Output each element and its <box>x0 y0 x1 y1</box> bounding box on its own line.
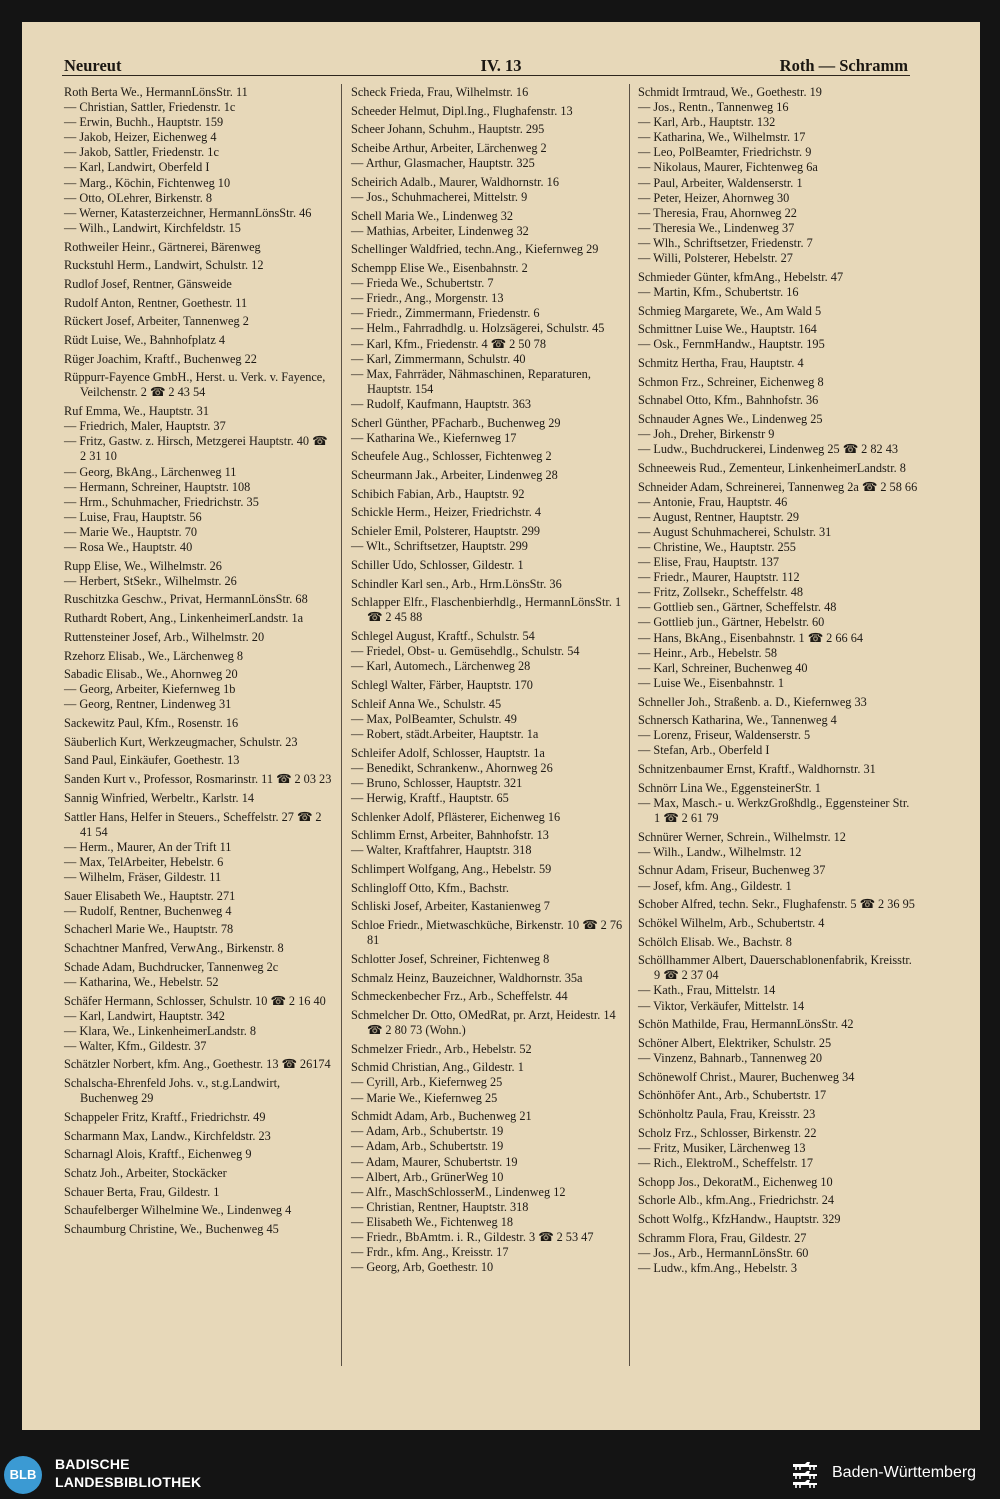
directory-entry: — Friedr., Zimmermann, Friedenstr. 6 <box>351 306 540 321</box>
directory-entry: Schauer Berta, Frau, Gildestr. 1 <box>64 1184 220 1199</box>
directory-entry: Schlegel August, Kraftf., Schulstr. 54 <box>351 629 535 644</box>
directory-entry: Schmitz Hertha, Frau, Hauptstr. 4 <box>638 355 804 370</box>
directory-entry: — Ludw., kfm.Ang., Hebelstr. 3 <box>638 1260 798 1275</box>
directory-entry: Schön Mathilde, Frau, HermannLönsStr. 42 <box>638 1017 854 1032</box>
directory-entry: — Max, PolBeamter, Schulstr. 49 <box>351 711 517 726</box>
directory-entry: — Mathias, Arbeiter, Lindenweg 32 <box>351 223 529 238</box>
directory-entry: Schickle Herm., Heizer, Friedrichstr. 4 <box>351 505 542 520</box>
directory-entry: — Herm., Maurer, An der Trift 11 <box>64 839 232 854</box>
directory-entry: — Friedr., BbAmtm. i. R., Gildestr. 3 ☎ 2 53 47 <box>351 1229 594 1244</box>
directory-entry: Rzehorz Elisab., We., Lärchenweg 8 <box>64 648 244 663</box>
directory-entry: Ruf Emma, We., Hauptstr. 31 <box>64 404 209 419</box>
directory-entry: — Jakob, Heizer, Eichenweg 4 <box>64 130 217 145</box>
directory-entry: Schnur Adam, Friseur, Buchenweg 37 <box>638 863 826 878</box>
directory-entry: Schönhöfer Ant., Arb., Schubertstr. 17 <box>638 1088 827 1103</box>
directory-entry: Schopp Jos., DekoratM., Eichenweg 10 <box>638 1174 833 1189</box>
directory-entry: — Rich., ElektroM., Scheffelstr. 17 <box>638 1155 813 1170</box>
column-2 <box>351 85 627 1275</box>
directory-entry: Schaufelberger Wilhelmine We., Lindenweg 4 <box>64 1203 292 1218</box>
directory-entry: — Werner, Katasterzeichner, HermannLönsStr. 46 <box>64 205 312 220</box>
directory-entry: Rüdt Luise, We., Bahnhofplatz 4 <box>64 332 226 347</box>
directory-entry: Schibich Fabian, Arb., Hauptstr. 92 <box>351 486 525 501</box>
directory-entry: — Wilh., Landw., Wilhelmstr. 12 <box>638 844 802 859</box>
directory-entry: — Martin, Kfm., Schubertstr. 16 <box>638 284 799 299</box>
directory-entry: — Marg., Köchin, Fichtenweg 10 <box>64 175 231 190</box>
directory-entry: — Hrm., Schuhmacher, Friedrichstr. 35 <box>64 494 259 509</box>
directory-entry: — Theresia We., Lindenweg 37 <box>638 220 795 235</box>
directory-entry: — Nikolaus, Maurer, Fichtenweg 6a <box>638 160 818 175</box>
directory-entry: — August, Rentner, Hauptstr. 29 <box>638 509 800 524</box>
directory-entry: Schmittner Luise We., Hauptstr. 164 <box>638 322 817 337</box>
directory-entry: Schindler Karl sen., Arb., Hrm.LönsStr. 36 <box>351 576 562 591</box>
directory-entry: — Herbert, StSekr., Wilhelmstr. 26 <box>64 573 237 588</box>
directory-entry: — Antonie, Frau, Hauptstr. 46 <box>638 494 788 509</box>
directory-entry: Schöllhammer Albert, Dauerschablonenfabrik, Kreisstr. 9 ☎ 2 37 04 <box>638 953 912 983</box>
directory-entry: — Katharina, We., Wilhelmstr. 17 <box>638 130 806 145</box>
directory-entry: — Max, Masch.- u. WerkzGroßhdlg., Eggensteiner Str. 1 ☎ 2 61 79 <box>638 795 910 825</box>
directory-entry: Sabadic Elisab., We., Ahornweg 20 <box>64 667 238 682</box>
directory-entry: — Cyrill, Arb., Kiefernweg 25 <box>351 1075 503 1090</box>
directory-entry: Schmidt Irmtraud, We., Goethestr. 19 <box>638 85 822 99</box>
directory-entry: — Friedrich, Maler, Hauptstr. 37 <box>64 419 226 434</box>
directory-entry: Schlimpert Wolfgang, Ang., Hebelstr. 59 <box>351 861 552 876</box>
directory-entry: — Karl, Landwirt, Oberfeld I <box>64 160 210 175</box>
column-divider <box>341 84 342 1366</box>
directory-entry: — Arthur, Glasmacher, Hauptstr. 325 <box>351 156 535 171</box>
directory-entry: Schieler Emil, Polsterer, Hauptstr. 299 <box>351 524 541 539</box>
directory-entry: — Theresia, Frau, Ahornweg 22 <box>638 205 797 220</box>
directory-entry: Schmeckenbecher Frz., Arb., Scheffelstr. 44 <box>351 989 568 1004</box>
directory-entry: Schökel Wilhelm, Arb., Schubertstr. 4 <box>638 915 825 930</box>
lion-emblem-icon <box>790 1457 826 1493</box>
directory-entry: — Karl, Schreiner, Buchenweg 40 <box>638 660 808 675</box>
directory-entry: — Christine, We., Hauptstr. 255 <box>638 539 796 554</box>
directory-entry: Rothweiler Heinr., Gärtnerei, Bärenweg <box>64 239 261 254</box>
directory-entry: — Wlh., Schriftsetzer, Friedenstr. 7 <box>638 235 813 250</box>
directory-entry: Rückert Josef, Arbeiter, Tannenweg 2 <box>64 314 249 329</box>
directory-entry: — Otto, OLehrer, Birkenstr. 8 <box>64 190 213 205</box>
directory-entry: — Georg, Rentner, Lindenweg 31 <box>64 697 232 712</box>
directory-entry: Rupp Elise, We., Wilhelmstr. 26 <box>64 558 222 573</box>
directory-entry: Schönewolf Christ., Maurer, Buchenweg 34 <box>638 1069 855 1084</box>
directory-entry: — Lorenz, Friseur, Waldenserstr. 5 <box>638 728 811 743</box>
directory-entry: — Walter, Kfm., Gildestr. 37 <box>64 1038 207 1053</box>
header-name-range: Roth — Schramm <box>779 56 908 75</box>
directory-entry: Scheer Johann, Schuhm., Hauptstr. 295 <box>351 122 545 137</box>
directory-entry: Schäfer Hermann, Schlosser, Schulstr. 10 ☎ 2 16 40 <box>64 993 326 1008</box>
directory-entry: Sackewitz Paul, Kfm., Rosenstr. 16 <box>64 716 239 731</box>
directory-entry: Schlingloff Otto, Kfm., Bachstr. <box>351 880 509 895</box>
directory-entry: — Max, Fahrräder, Nähmaschinen, Reparaturen, Hauptstr. 154 <box>351 366 591 396</box>
directory-entry: — Karl, Automech., Lärchenweg 28 <box>351 659 531 674</box>
directory-entry: — Erwin, Buchh., Hauptstr. 159 <box>64 115 224 130</box>
library-name-line-2: LANDESBIBLIOTHEK <box>55 1474 202 1490</box>
directory-entry: — Osk., FernmHandw., Hauptstr. 195 <box>638 337 825 352</box>
directory-entry: Schober Alfred, techn. Sekr., Flughafenstr. 5 ☎ 2 36 95 <box>638 897 915 912</box>
directory-entry: — Marie We., Kiefernweg 25 <box>351 1090 498 1105</box>
library-name-line-1: BADISCHE <box>55 1456 130 1472</box>
directory-entry: Schlegl Walter, Färber, Hauptstr. 170 <box>351 677 533 692</box>
directory-entry: — Herwig, Kraftf., Hauptstr. 65 <box>351 790 509 805</box>
directory-entry: — Max, TelArbeiter, Hebelstr. 6 <box>64 854 224 869</box>
directory-entry: Schnitzenbaumer Ernst, Kraftf., Waldhornstr. 31 <box>638 762 876 777</box>
directory-entry: Sannig Winfried, Werbeltr., Karlstr. 14 <box>64 790 254 805</box>
directory-entry: Scheirich Adalb., Maurer, Waldhornstr. 16 <box>351 174 559 189</box>
directory-entry: — Heinr., Arb., Hebelstr. 58 <box>638 645 778 660</box>
directory-entry: — Gottlieb jun., Gärtner, Hebelstr. 60 <box>638 615 825 630</box>
directory-entry: Sattler Hans, Helfer in Steuers., Scheffelstr. 27 ☎ 2 41 54 <box>64 809 322 839</box>
directory-entry: Scheufele Aug., Schlosser, Fichtenweg 2 <box>351 449 552 464</box>
directory-entry: Schmidt Adam, Arb., Buchenweg 21 <box>351 1109 532 1124</box>
directory-entry: Sand Paul, Einkäufer, Goethestr. 13 <box>64 753 240 768</box>
footer-bar <box>0 1450 1000 1499</box>
column-3 <box>638 85 918 1276</box>
directory-entry: — Willi, Polsterer, Hebelstr. 27 <box>638 251 793 266</box>
directory-entry: — Viktor, Verkäufer, Mittelstr. 14 <box>638 998 805 1013</box>
directory-entry: Schell Maria We., Lindenweg 32 <box>351 208 514 223</box>
directory-entry: Schramm Flora, Frau, Gildestr. 27 <box>638 1230 807 1245</box>
directory-entry: Schnauder Agnes We., Lindenweg 25 <box>638 412 823 427</box>
directory-entry: Schmid Christian, Ang., Gildestr. 1 <box>351 1060 524 1075</box>
directory-entry: Schätzler Norbert, kfm. Ang., Goethestr. 13 ☎ 26174 <box>64 1057 331 1072</box>
directory-entry: — Marie We., Hauptstr. 70 <box>64 524 198 539</box>
directory-entry: Schneller Joh., Straßenb. a. D., Kiefernweg 33 <box>638 694 867 709</box>
directory-entry: Schlapper Elfr., Flaschenbierhdlg., HermannLönsStr. 1 ☎ 2 45 88 <box>351 595 622 625</box>
directory-entry: — Fritz, Zollsekr., Scheffelstr. 48 <box>638 585 804 600</box>
directory-entry: Schönholtz Paula, Frau, Kreisstr. 23 <box>638 1107 816 1122</box>
directory-entry: — Christian, Rentner, Hauptstr. 318 <box>351 1199 529 1214</box>
directory-entry: — Georg, Arb, Goethestr. 10 <box>351 1260 494 1275</box>
directory-entry: Schleifer Adolf, Schlosser, Hauptstr. 1a <box>351 745 545 760</box>
directory-entry: — Bruno, Schlosser, Hauptstr. 321 <box>351 775 523 790</box>
directory-entry: Schlenker Adolf, Pflästerer, Eichenweg 16 <box>351 809 561 824</box>
directory-entry: Säuberlich Kurt, Werkzeugmacher, Schulstr. 23 <box>64 734 298 749</box>
directory-entry: Schempp Elise We., Eisenbahnstr. 2 <box>351 261 528 276</box>
directory-entry: Schneider Adam, Schreinerei, Tannenweg 2a ☎ 2 58 66 <box>638 479 918 494</box>
directory-entry: — Jos., Schuhmacherei, Mittelstr. 9 <box>351 189 528 204</box>
directory-entry: — Rudolf, Rentner, Buchenweg 4 <box>64 903 232 918</box>
directory-entry: Ruschitzka Geschw., Privat, HermannLönsStr. 68 <box>64 592 308 607</box>
directory-entry: — Luise, Frau, Hauptstr. 56 <box>64 509 202 524</box>
directory-entry: — Stefan, Arb., Oberfeld I <box>638 743 770 758</box>
directory-entry: Scharmann Max, Landw., Kirchfeldstr. 23 <box>64 1128 271 1143</box>
directory-entry: — Karl, Zimmermann, Schulstr. 40 <box>351 351 526 366</box>
directory-entry: — Jakob, Sattler, Friedenstr. 1c <box>64 145 219 160</box>
column-divider <box>629 84 630 1366</box>
directory-entry: Schnörr Lina We., EggensteinerStr. 1 <box>638 780 821 795</box>
directory-entry: Schade Adam, Buchdrucker, Tannenweg 2c <box>64 959 279 974</box>
directory-entry: Schmieder Günter, kfmAng., Hebelstr. 47 <box>638 269 844 284</box>
directory-entry: — Kath., Frau, Mittelstr. 14 <box>638 983 776 998</box>
directory-entry: Schellinger Waldfried, techn.Ang., Kiefernweg 29 <box>351 242 599 257</box>
directory-entry: — Benedikt, Schrankenw., Ahornweg 26 <box>351 760 553 775</box>
directory-entry: Schmieg Margarete, We., Am Wald 5 <box>638 303 822 318</box>
directory-entry: — Walter, Kraftfahrer, Hauptstr. 318 <box>351 843 532 858</box>
directory-entry: Schleif Anna We., Schulstr. 45 <box>351 696 502 711</box>
directory-entry: — Vinzenz, Bahnarb., Tannenweg 20 <box>638 1051 823 1065</box>
directory-entry: Ruttensteiner Josef, Arb., Wilhelmstr. 20 <box>64 629 265 644</box>
directory-entry: Scharnagl Alois, Kraftf., Eichenweg 9 <box>64 1147 252 1162</box>
directory-entry: Schnersch Katharina, We., Tannenweg 4 <box>638 713 837 728</box>
directory-entry: — Karl, Kfm., Friedenstr. 4 ☎ 2 50 78 <box>351 336 546 351</box>
directory-entry: — Elise, Frau, Hauptstr. 137 <box>638 555 780 570</box>
column-1 <box>64 85 332 1237</box>
directory-entry: — Frdr., kfm. Ang., Kreisstr. 17 <box>351 1245 509 1260</box>
directory-entry: Scheurmann Jak., Arbeiter, Lindenweg 28 <box>351 468 558 483</box>
directory-entry: — Karl, Arb., Hauptstr. 132 <box>638 115 776 130</box>
directory-entry: — Wilh., Landwirt, Kirchfeldstr. 15 <box>64 220 241 235</box>
directory-entry: Ruthardt Robert, Ang., LinkenheimerLandstr. 1a <box>64 611 304 626</box>
directory-entry: — Adam, Arb., Schubertstr. 19 <box>351 1139 504 1154</box>
directory-entry: — Alfr., MaschSchlosserM., Lindenweg 12 <box>351 1184 566 1199</box>
directory-entry: — Jos., Rentn., Tannenweg 16 <box>638 100 789 115</box>
directory-entry: Scherl Günther, PFacharb., Buchenweg 29 <box>351 415 561 430</box>
directory-entry: — Leo, PolBeamter, Friedrichstr. 9 <box>638 145 812 160</box>
directory-entry: — Joh., Dreher, Birkenstr 9 <box>638 427 775 442</box>
directory-entry: — Elisabeth We., Fichtenweg 18 <box>351 1214 514 1229</box>
directory-entry: Schappeler Fritz, Kraftf., Friedrichstr. 49 <box>64 1109 266 1124</box>
directory-entry: — Friedel, Obst- u. Gemüsehdlg., Schulstr. 54 <box>351 644 580 659</box>
directory-page <box>22 22 980 1430</box>
directory-entry: Scheck Frieda, Frau, Wilhelmstr. 16 <box>351 85 529 99</box>
directory-entry: — Luise We., Eisenbahnstr. 1 <box>638 675 784 690</box>
directory-entry: Schaumburg Christine, We., Buchenweg 45 <box>64 1222 279 1237</box>
directory-entry: — Georg, BkAng., Lärchenweg 11 <box>64 464 237 479</box>
directory-entry: Schnürer Werner, Schrein., Wilhelmstr. 12 <box>638 829 846 844</box>
directory-entry: — Friedr., Maurer, Hauptstr. 112 <box>638 570 800 585</box>
directory-entry: Scheibe Arthur, Arbeiter, Lärchenweg 2 <box>351 141 547 156</box>
blb-logo[interactable]: BLB <box>4 1456 42 1494</box>
directory-entry: — Adam, Arb., Schubertstr. 19 <box>351 1124 504 1139</box>
directory-entry: Schmalz Heinz, Bauzeichner, Waldhornstr. 35a <box>351 970 583 985</box>
directory-entry: — Hans, BkAng., Eisenbahnstr. 1 ☎ 2 66 64 <box>638 630 864 645</box>
directory-entry: Schnabel Otto, Kfm., Bahnhofstr. 36 <box>638 393 819 408</box>
directory-entry: Schlimm Ernst, Arbeiter, Bahnhofstr. 13 <box>351 828 549 843</box>
directory-entry: Schölch Elisab. We., Bachstr. 8 <box>638 934 792 949</box>
directory-entry: Scheeder Helmut, Dipl.Ing., Flughafenstr. 13 <box>351 103 573 118</box>
header-locality: Neureut <box>64 56 122 75</box>
directory-entry: Schliski Josef, Arbeiter, Kastanienweg 7 <box>351 899 550 914</box>
directory-entry: — Klara, We., LinkenheimerLandstr. 8 <box>64 1023 257 1038</box>
directory-entry: Schmelcher Dr. Otto, OMedRat, pr. Arzt, Heidestr. 14 ☎ 2 80 73 (Wohn.) <box>351 1007 616 1037</box>
directory-entry: — Friedr., Ang., Morgenstr. 13 <box>351 291 504 306</box>
directory-entry: Schott Wolfg., KfzHandw., Hauptstr. 329 <box>638 1212 841 1226</box>
directory-entry: Schacherl Marie We., Hauptstr. 78 <box>64 922 234 937</box>
directory-entry: Rüppurr-Fayence GmbH., Herst. u. Verk. v. Fayence, Veilchenstr. 2 ☎ 2 43 54 <box>64 370 326 400</box>
directory-entry: Schorle Alb., kfm.Ang., Friedrichstr. 24 <box>638 1193 835 1208</box>
directory-entry: — Paul, Arbeiter, Waldenserstr. 1 <box>638 175 803 190</box>
directory-entry: Sanden Kurt v., Professor, Rosmarinstr. 11 ☎ 2 03 23 <box>64 772 332 787</box>
directory-entry: — Jos., Arb., HermannLönsStr. 60 <box>638 1245 809 1260</box>
directory-entry: — Helm., Fahrradhdlg. u. Holzsägerei, Schulstr. 45 <box>351 321 605 336</box>
directory-entry: — Peter, Heizer, Ahornweg 30 <box>638 190 790 205</box>
directory-entry: — Wlt., Schriftsetzer, Hauptstr. 299 <box>351 539 528 554</box>
directory-entry: — Josef, kfm. Ang., Gildestr. 1 <box>638 878 792 893</box>
directory-entry: — Robert, städt.Arbeiter, Hauptstr. 1a <box>351 726 539 741</box>
directory-entry: Schachtner Manfred, VerwAng., Birkenstr. 8 <box>64 941 284 956</box>
directory-entry: — Christian, Sattler, Friedenstr. 1c <box>64 100 236 115</box>
directory-entry: Schiller Udo, Schlosser, Gildestr. 1 <box>351 557 524 572</box>
directory-entry: — Albert, Arb., GrünerWeg 10 <box>351 1169 504 1184</box>
directory-entry: Schalscha-Ehrenfeld Johs. v., st.g.Landwirt, Buchenweg 29 <box>64 1076 281 1106</box>
directory-entry: — Hermann, Schreiner, Hauptstr. 108 <box>64 479 251 494</box>
directory-entry: Sauer Elisabeth We., Hauptstr. 271 <box>64 888 236 903</box>
header-section: IV. 13 <box>480 56 522 75</box>
directory-entry: Schatz Joh., Arbeiter, Stockäcker <box>64 1166 227 1180</box>
directory-entry: — Fritz, Gastw. z. Hirsch, Metzgerei Hauptstr. 40 ☎ 2 31 10 <box>64 434 328 464</box>
directory-entry: — Ludw., Buchdruckerei, Lindenweg 25 ☎ 2 82 43 <box>638 442 899 457</box>
directory-entry: Rudlof Josef, Rentner, Gänsweide <box>64 276 232 291</box>
directory-entry: Roth Berta We., HermannLönsStr. 11 <box>64 85 248 99</box>
directory-entry: Schöner Albert, Elektriker, Schulstr. 25 <box>638 1035 832 1050</box>
directory-entry: — Georg, Arbeiter, Kiefernweg 1b <box>64 682 236 697</box>
directory-entry: Ruckstuhl Herm., Landwirt, Schulstr. 12 <box>64 258 264 273</box>
state-name: Baden-Württemberg <box>832 1464 977 1481</box>
directory-entry: Schneeweis Rud., Zementeur, LinkenheimerLandstr. 8 <box>638 460 906 475</box>
directory-entry: — August Schuhmacherei, Schulstr. 31 <box>638 524 832 539</box>
directory-entry: — Wilhelm, Fräser, Gildestr. 11 <box>64 869 222 884</box>
directory-entry: — Frieda We., Schubertstr. 7 <box>351 276 494 291</box>
directory-entry: — Adam, Maurer, Schubertstr. 19 <box>351 1154 518 1169</box>
directory-entry: Schloe Friedr., Mietwaschküche, Birkenstr. 10 ☎ 2 76 81 <box>351 918 623 948</box>
directory-entry: — Fritz, Musiker, Lärchenweg 13 <box>638 1140 806 1155</box>
directory-entry: Rudolf Anton, Rentner, Goethestr. 11 <box>64 295 248 310</box>
directory-entry: Schlotter Josef, Schreiner, Fichtenweg 8 <box>351 951 550 966</box>
directory-entry: — Gottlieb sen., Gärtner, Scheffelstr. 48 <box>638 600 837 615</box>
directory-entry: Schmon Frz., Schreiner, Eichenweg 8 <box>638 374 824 389</box>
directory-entry: — Karl, Landwirt, Hauptstr. 342 <box>64 1008 225 1023</box>
directory-entry: Scholz Frz., Schlosser, Birkenstr. 22 <box>638 1125 817 1140</box>
header-rule <box>62 75 910 76</box>
directory-entry: — Katharina We., Kiefernweg 17 <box>351 430 517 445</box>
directory-entry: — Rosa We., Hauptstr. 40 <box>64 539 193 554</box>
directory-entry: Schmelzer Friedr., Arb., Hebelstr. 52 <box>351 1041 532 1056</box>
directory-entry: — Rudolf, Kaufmann, Hauptstr. 363 <box>351 396 531 411</box>
directory-entry: Rüger Joachim, Kraftf., Buchenweg 22 <box>64 351 257 366</box>
directory-entry: — Katharina, We., Hebelstr. 52 <box>64 974 219 989</box>
